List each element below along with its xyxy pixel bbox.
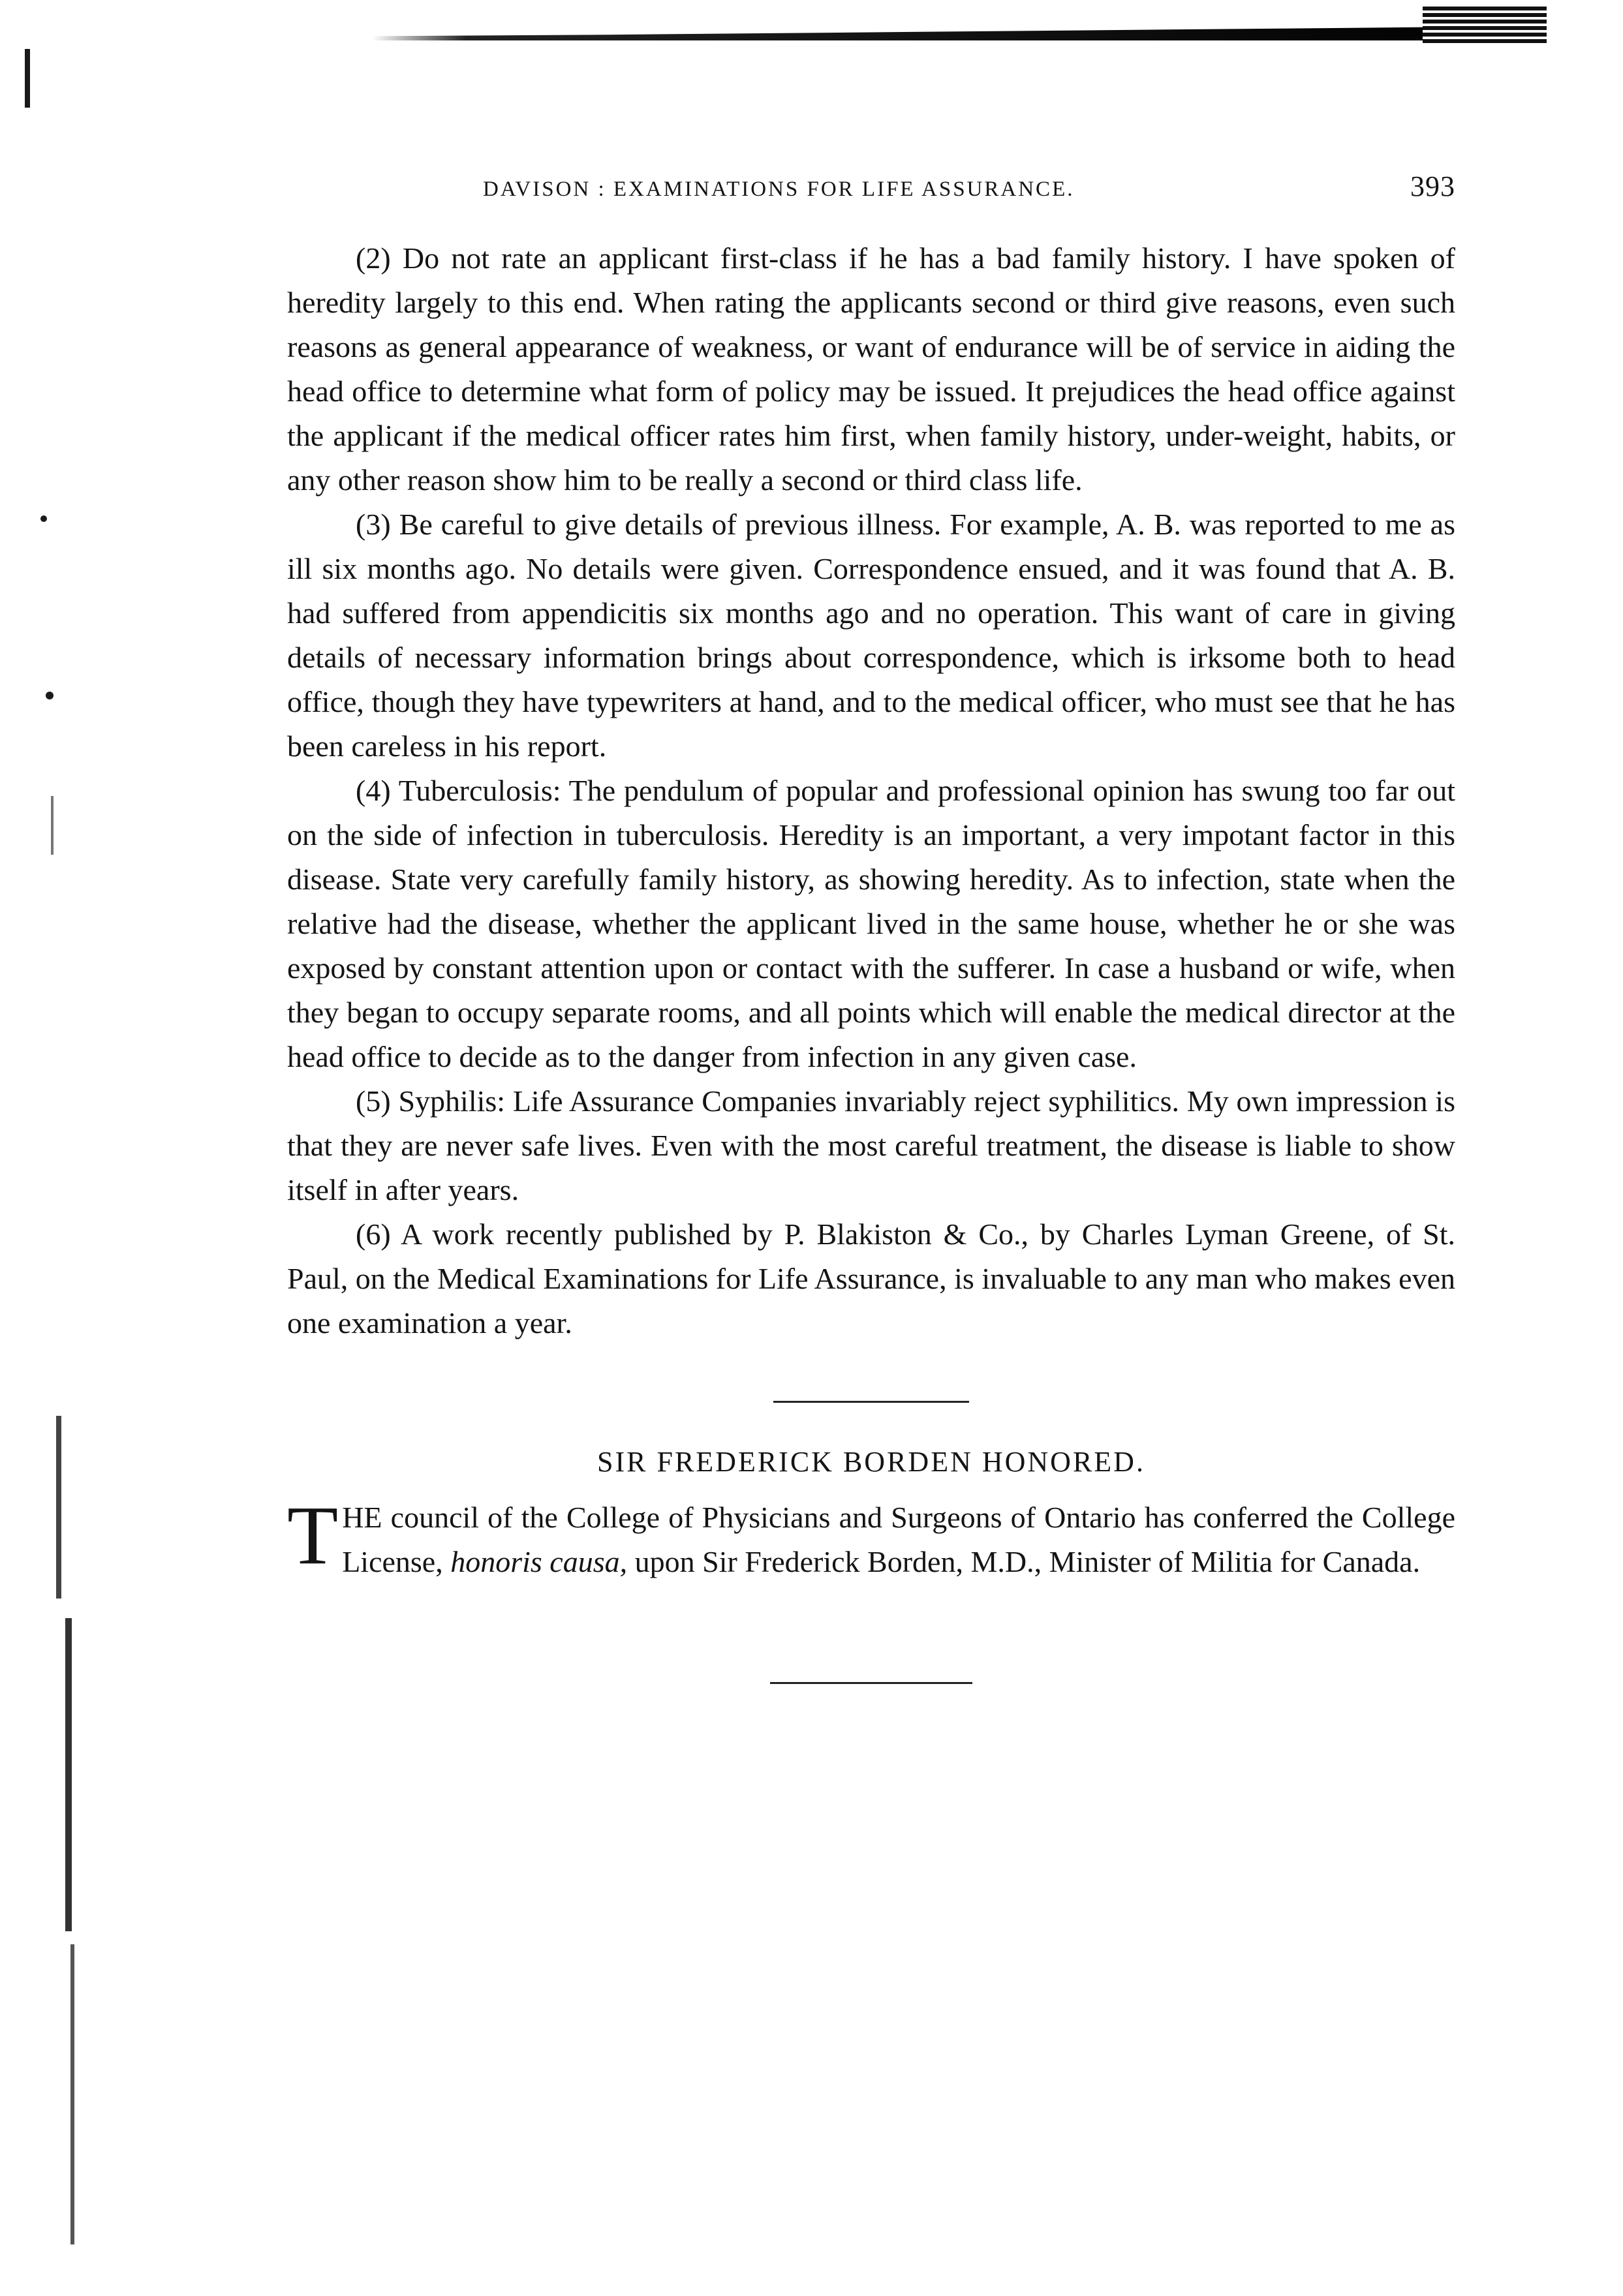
notice-body <box>287 1489 1455 1584</box>
paragraph-2-family-history: (2) Do not rate an applicant first-class if he has a bad family history. I have spoken of heredity largely to this end. When rating the applicants second or third give reasons, even such reasons as general appearance of weakness, or want of endurance will be of service in aiding the head office to determine what form of policy may be issued. It prejudices the head office against the applicant if the medical officer rates him first, when family history, under-weight, habits, or any other reason show him to be really a second or third class life. <box>287 241 1455 497</box>
top-scan-rule <box>372 26 1547 40</box>
notice-italic-phrase: honoris causa, <box>450 1545 628 1578</box>
left-margin-scan-mark <box>70 1944 74 2244</box>
top-scan-rule-edge <box>1423 7 1547 44</box>
notice-text-end: upon Sir Frederick Borden, M.D., Minister of Militia for Canada. <box>627 1545 1421 1578</box>
section-divider <box>773 1401 969 1403</box>
notice-title: SIR FREDERICK BORDEN HONORED. <box>597 1446 1145 1478</box>
paragraph-3-previous-illness: (3) Be careful to give details of previous illness. For example, A. B. was reported to me as ill six months ago. No details were given. Correspondence ensued, and it was found that A. B. had suffered from appendicitis six months ago and no operation. This want of care in giving details of necessary information brings about correspondence, which is irksome both to head office, though they have typewriters at hand, and to the medical officer, who must see that he has been careless in his report. <box>287 508 1455 763</box>
drop-cap: T <box>287 1489 339 1582</box>
left-margin-scan-mark <box>46 692 54 699</box>
closing-divider <box>770 1682 972 1684</box>
article-body <box>287 236 1455 1345</box>
running-head <box>483 170 1455 209</box>
paragraph-4-tuberculosis: (4) Tuberculosis: The pendulum of popular and professional opinion has swung too far out on the side of infection in tuberculosis. Heredity is an important, a very impotant factor in this disease. State very carefully family history, as showing heredity. As to infection, state when the relative had the disease, whether the applicant lived in the same house, whether he or she was exposed by constant attention upon or contact with the sufferer. In case a husband or wife, when they began to occupy separate rooms, and all points which will enable the medical director at the head office to decide as to the danger from infection in any given case. <box>287 774 1455 1073</box>
notice-text-start: HE council of the College of Physicians and Surgeons of Ontario has conferred the College License, <box>342 1501 1455 1578</box>
left-margin-scan-mark <box>25 49 30 108</box>
paragraph-6-recommended-work: (6) A work recently published by P. Blakiston & Co., by Charles Lyman Greene, of St. Paul, on the Medical Examinations for Life Assurance, is invaluable to any man who makes even one examination a year. <box>287 1217 1455 1339</box>
left-margin-scan-mark <box>56 1416 61 1599</box>
paragraph-5-syphilis: (5) Syphilis: Life Assurance Companies invariably reject syphilitics. My own impression is that they are never safe lives. Even with the most careful treatment, the disease is liable to show itself in after years. <box>287 1084 1455 1206</box>
left-margin-scan-mark <box>65 1618 72 1931</box>
page-number: 393 <box>1410 170 1455 202</box>
left-margin-scan-mark <box>40 515 47 522</box>
running-head-title: DAVISON : EXAMINATIONS FOR LIFE ASSURANCE. <box>483 177 1075 201</box>
left-margin-scan-mark <box>51 796 54 855</box>
page-content <box>287 170 1455 1684</box>
